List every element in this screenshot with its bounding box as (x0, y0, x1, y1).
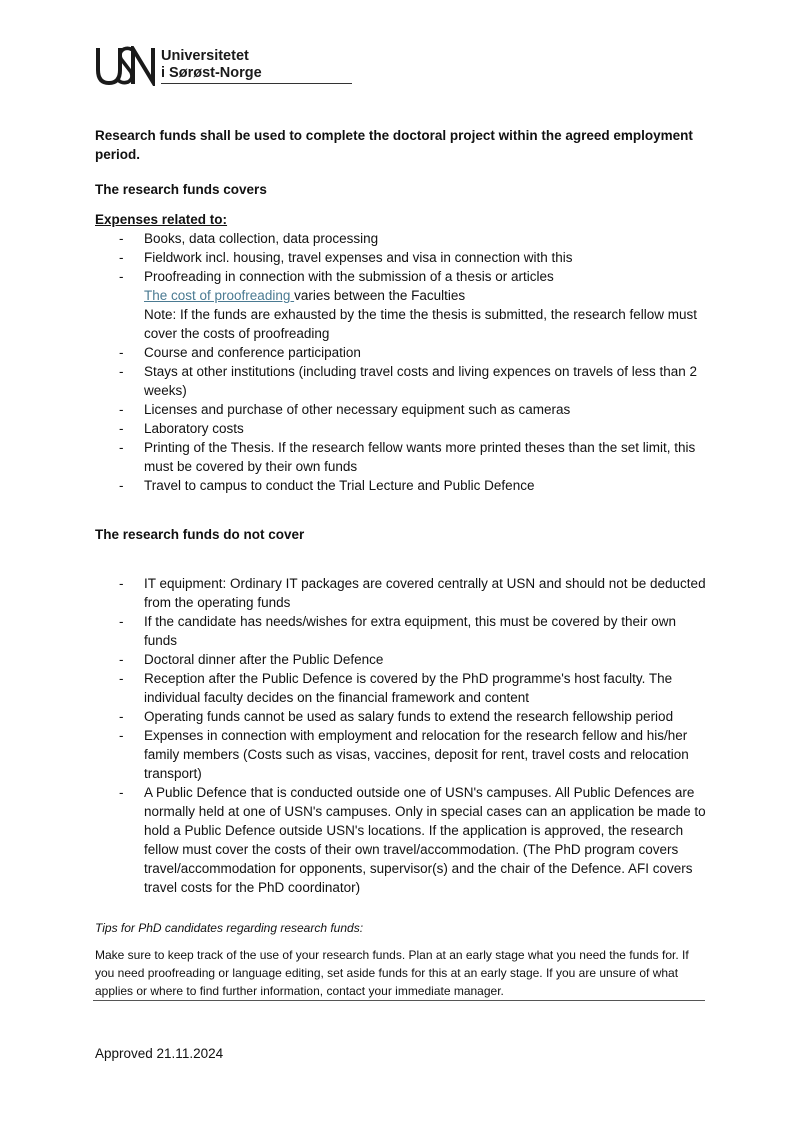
intro-paragraph: Research funds shall be used to complete the doctoral project within the agreed employment period. (95, 128, 693, 162)
proofreading-tail: varies between the Faculties (294, 288, 466, 303)
document-body (95, 126, 710, 1001)
usn-logo-icon (95, 46, 157, 86)
list-item: - Laboratory costs (95, 419, 710, 438)
proofreading-line (144, 286, 710, 305)
tips-body: Make sure to keep track of the use of your research funds. Plan at an early stage what you need the funds for. If you need proofreading or language editing, set aside funds for this at an early stage. If you are unsure of what applies or where to find further information, contact your immediate manager. (95, 948, 689, 998)
list-item: - Expenses in connection with employment and relocation for the research fellow and his/her family members (Costs such as visas, vaccines, deposit for rent, travel costs and relocation transport) (95, 726, 710, 783)
list-item: - Operating funds cannot be used as salary funds to extend the research fellowship period (95, 707, 710, 726)
list-item: - If the candidate has needs/wishes for extra equipment, this must be covered by their own funds (95, 612, 710, 650)
list-item: - Reception after the Public Defence is covered by the PhD programme's host faculty. The individual faculty decides on the financial framework and content (95, 669, 710, 707)
approved-date: Approved 21.11.2024 (95, 1046, 224, 1061)
not-cover-list (95, 574, 710, 897)
logo-text (161, 48, 262, 82)
covers-list (95, 229, 710, 495)
covers-subheading: Expenses related to: (95, 212, 228, 227)
logo-line-2: i Sørøst-Norge (161, 65, 262, 81)
tips-divider (93, 1000, 705, 1001)
proofreading-note: Note: If the funds are exhausted by the time the thesis is submitted, the research fellow must cover the costs of proofreading (144, 307, 698, 341)
logo-line-1: Universitetet (161, 48, 249, 64)
list-item: - Licenses and purchase of other necessary equipment such as cameras (95, 400, 710, 419)
list-item-text: - Proofreading in connection with the submission of a thesis or articles (144, 269, 554, 284)
list-item: - IT equipment: Ordinary IT packages are covered centrally at USN and should not be deducted from the operating funds (95, 574, 710, 612)
logo-underline (161, 83, 352, 84)
not-cover-heading: The research funds do not cover (95, 527, 305, 542)
list-item: - Printing of the Thesis. If the research fellow wants more printed theses than the set limit, this must be covered by their own funds (95, 438, 710, 476)
covers-heading: The research funds covers (95, 182, 267, 197)
list-item: - Fieldwork incl. housing, travel expenses and visa in connection with this (95, 248, 710, 267)
list-item: - Course and conference participation (95, 343, 710, 362)
list-item (95, 267, 710, 343)
list-item: - Stays at other institutions (including travel costs and living expences on travels of less than 2 weeks) (95, 362, 710, 400)
list-item: - A Public Defence that is conducted outside one of USN's campuses. All Public Defences are normally held at one of USN's campuses. Only in special cases can an application be made to hold a Public Defence outside USN's locations. If the application is approved, the research fellow must cover the costs of their own travel/accommodation. (The PhD program covers travel/accommodation for opponents, supervisor(s) and the chair of the Defence. AFI covers travel costs for the PhD coordinator) (95, 783, 710, 897)
list-item: - Travel to campus to conduct the Trial Lecture and Public Defence (95, 476, 710, 495)
list-item: - Doctoral dinner after the Public Defence (95, 650, 710, 669)
proofreading-cost-link[interactable]: The cost of proofreading (144, 288, 295, 303)
tips-title: Tips for PhD candidates regarding research funds: (95, 921, 364, 935)
list-item: - Books, data collection, data processing (95, 229, 710, 248)
